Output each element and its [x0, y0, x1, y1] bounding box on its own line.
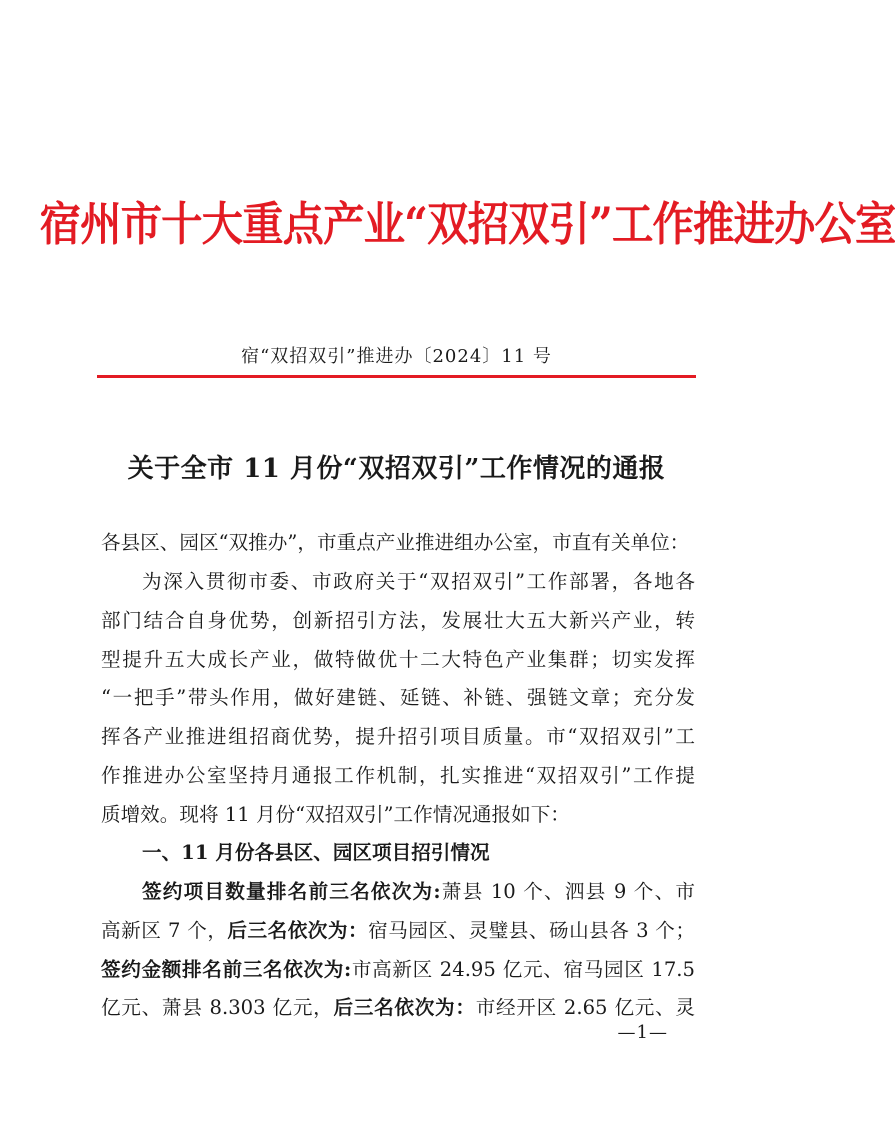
bold-label: 签约项目数量排名前三名依次为: — [142, 880, 441, 903]
line-text: 亿元、萧县 8.303 亿元， — [101, 996, 334, 1020]
paragraph-line: “一把手”带头作用，做好建链、延链、补链、强链文章；充分发 — [101, 686, 695, 710]
paragraph-line: 为深入贯彻市委、市政府关于“双招双引”工作部署，各地各 — [142, 570, 695, 593]
salutation-line: 各县区、园区“双推办”，市重点产业推进组办公室，市直有关单位： — [101, 531, 690, 554]
document-title: 关于全市 11 月份“双招双引”工作情况的通报 — [127, 454, 666, 484]
section-heading-text: 一、11 月份各县区、园区项目招引情况 — [142, 841, 490, 864]
red-divider-line — [97, 375, 696, 378]
paragraph-line — [101, 989, 695, 1028]
paragraph-line — [101, 951, 695, 990]
line-text: 萧县 10 个、泗县 9 个、市 — [440, 880, 696, 903]
bold-label: 签约金额排名前三名依次为: — [101, 957, 352, 981]
line-text: 高新区 7 个， — [101, 918, 228, 942]
bold-label: 后三名依次为： — [333, 996, 476, 1020]
line-text: 市经开区 2.65 亿元、灵 — [475, 996, 695, 1020]
paragraph-line: 部门结合自身优势，创新招引方法，发展壮大五大新兴产业，转 — [101, 608, 695, 632]
bold-label: 后三名依次为： — [227, 918, 369, 942]
paragraph-line: 型提升五大成长产业，做特做优十二大特色产业集群；切实发挥 — [101, 647, 695, 671]
paragraph-rankings — [101, 873, 695, 1028]
issuing-office-header: 宿州市十大重点产业“双招双引”工作推进办公室 — [39, 197, 895, 251]
page-number: —1— — [617, 1022, 668, 1043]
line-text: 市高新区 24.95 亿元、宿马园区 17.5 — [351, 957, 696, 981]
paragraph-line: 挥各产业推进组招商优势，提升招引项目质量。市“双招双引”工 — [101, 725, 695, 749]
document-number: 宿“双招双引”推进办〔2024〕11 号 — [241, 346, 552, 367]
paragraph-intro — [101, 563, 695, 835]
salutation — [101, 524, 695, 563]
paragraph-line — [101, 873, 695, 912]
paragraph-line — [101, 912, 695, 951]
section-heading-1 — [101, 834, 695, 873]
paragraph-line: 质增效。现将 11 月份“双招双引”工作情况通报如下： — [101, 802, 570, 826]
paragraph-line: 作推进办公室坚持月通报工作机制，扎实推进“双招双引”工作提 — [101, 763, 695, 787]
line-text: 宿马园区、灵璧县、砀山县各 3 个； — [368, 918, 695, 942]
